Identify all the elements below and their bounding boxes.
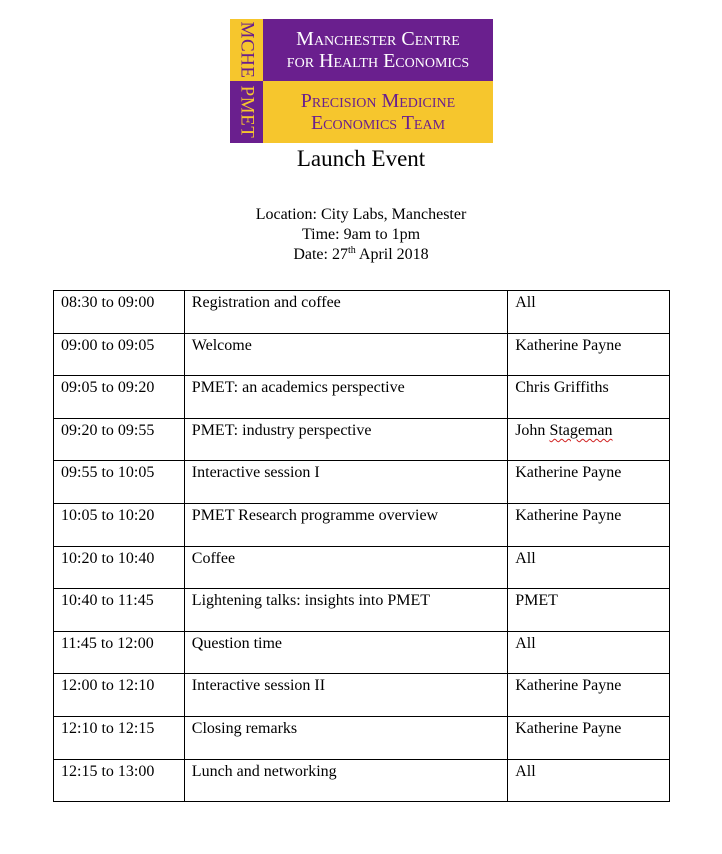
speaker-cell: PMET (508, 589, 670, 632)
event-location: Location: City Labs, Manchester (255, 206, 467, 223)
session-cell: PMET: industry perspective (184, 418, 507, 461)
time-cell: 12:15 to 13:00 (54, 759, 185, 802)
time-cell: 11:45 to 12:00 (54, 631, 185, 674)
speaker-cell: Katherine Payne (508, 461, 670, 504)
time-cell: 10:20 to 10:40 (54, 546, 185, 589)
time-cell: 08:30 to 09:00 (54, 291, 185, 334)
time-cell: 09:55 to 10:05 (54, 461, 185, 504)
speaker-cell: Katherine Payne (508, 333, 670, 376)
session-cell: Lunch and networking (184, 759, 507, 802)
session-cell: Coffee (184, 546, 507, 589)
table-row (54, 418, 670, 461)
logo-mche-name: Manchester Centre for Health Economics (286, 28, 470, 72)
speaker-cell: Chris Griffiths (508, 376, 670, 419)
time-cell: 10:40 to 11:45 (54, 589, 185, 632)
session-cell: PMET: an academics perspective (184, 376, 507, 419)
speaker-cell: All (508, 291, 670, 334)
time-cell: 09:05 to 09:20 (54, 376, 185, 419)
table-row (54, 589, 670, 632)
speaker-cell: John Stageman (508, 418, 670, 461)
mche-pmet-logo (230, 19, 493, 143)
table-row (54, 376, 670, 419)
time-cell: 10:05 to 10:20 (54, 503, 185, 546)
session-cell: Question time (184, 631, 507, 674)
table-row (54, 291, 670, 334)
event-time: Time: 9am to 1pm (301, 226, 421, 243)
table-row (54, 759, 670, 802)
time-cell: 09:00 to 09:05 (54, 333, 185, 376)
session-cell: PMET Research programme overview (184, 503, 507, 546)
table-row (54, 461, 670, 504)
time-cell: 09:20 to 09:55 (54, 418, 185, 461)
session-cell: Registration and coffee (184, 291, 507, 334)
speaker-cell: Katherine Payne (508, 674, 670, 717)
logo-pmet-label: PMET (236, 85, 258, 139)
page-title: Launch Event (296, 146, 426, 171)
session-cell: Interactive session II (184, 674, 507, 717)
session-cell: Interactive session I (184, 461, 507, 504)
session-cell: Welcome (184, 333, 507, 376)
time-cell: 12:00 to 12:10 (54, 674, 185, 717)
table-row (54, 546, 670, 589)
time-cell: 12:10 to 12:15 (54, 716, 185, 759)
speaker-cell: All (508, 546, 670, 589)
spellcheck-underlined-word: Stageman (549, 421, 613, 439)
table-row (54, 503, 670, 546)
table-row (54, 674, 670, 717)
table-row (54, 333, 670, 376)
speaker-cell: All (508, 631, 670, 674)
session-cell: Closing remarks (184, 716, 507, 759)
speaker-cell: All (508, 759, 670, 802)
schedule-table (53, 290, 670, 802)
speaker-cell: Katherine Payne (508, 716, 670, 759)
table-row (54, 716, 670, 759)
event-info (0, 205, 722, 265)
speaker-cell: Katherine Payne (508, 503, 670, 546)
logo-pmet-name: Precision Medicine Economics Team (300, 90, 456, 134)
table-row (54, 631, 670, 674)
event-date: Date: 27th April 2018 (293, 245, 429, 263)
logo-mche-label: MCHE (236, 21, 258, 79)
session-cell: Lightening talks: insights into PMET (184, 589, 507, 632)
